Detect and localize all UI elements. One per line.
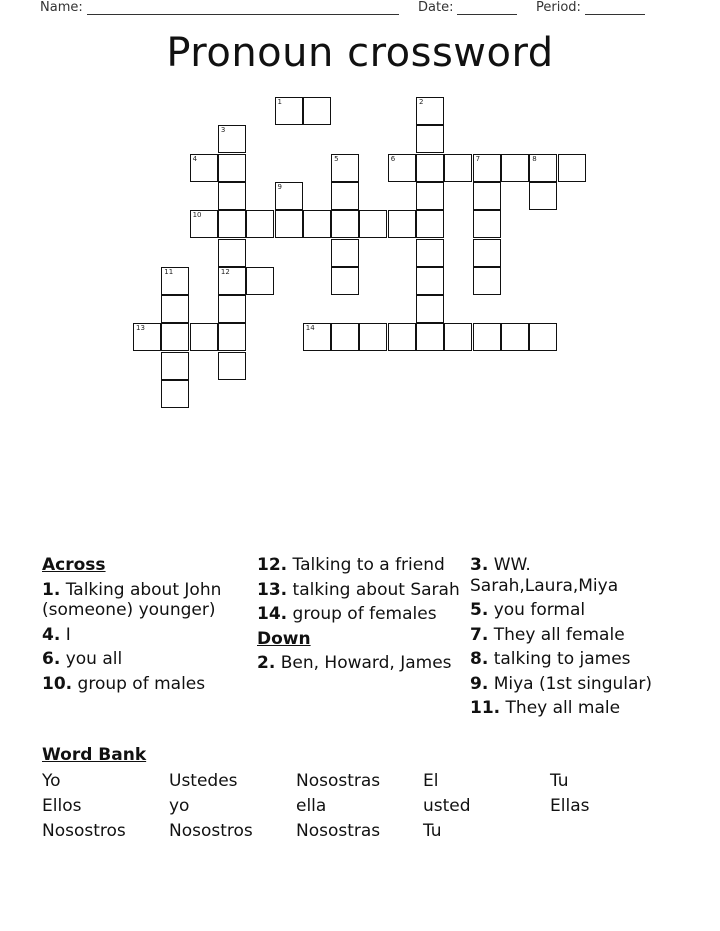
crossword-cell[interactable] bbox=[359, 210, 387, 238]
clue-across-13: 13. talking about Sarah bbox=[257, 579, 460, 600]
page-title: Pronoun crossword bbox=[166, 30, 554, 76]
crossword-cell[interactable] bbox=[388, 323, 416, 351]
crossword-cell[interactable] bbox=[416, 295, 444, 323]
crossword-cell[interactable] bbox=[444, 154, 472, 182]
crossword-cell[interactable] bbox=[331, 267, 359, 295]
crossword-cell[interactable] bbox=[246, 210, 274, 238]
crossword-cell[interactable] bbox=[501, 323, 529, 351]
crossword-cell[interactable] bbox=[218, 295, 246, 323]
clue-number: 1 bbox=[277, 98, 282, 106]
crossword-cell[interactable] bbox=[529, 182, 557, 210]
word-bank-word: ella bbox=[296, 796, 327, 816]
clue-down-5: 5. you formal bbox=[470, 600, 586, 620]
word-bank-word: Nosostras bbox=[296, 771, 381, 791]
word-bank-word: El bbox=[423, 771, 439, 791]
crossword-cell[interactable] bbox=[218, 352, 246, 380]
date-label: Date: bbox=[418, 0, 454, 15]
crossword-grid bbox=[0, 0, 720, 420]
word-bank-heading: Word Bank bbox=[42, 745, 147, 765]
crossword-cell[interactable] bbox=[133, 323, 161, 351]
crossword-cell[interactable] bbox=[161, 295, 189, 323]
crossword-cell[interactable] bbox=[473, 182, 501, 210]
clue-number: 7 bbox=[475, 154, 481, 163]
crossword-cell[interactable] bbox=[303, 323, 331, 351]
crossword-cell[interactable] bbox=[161, 380, 189, 408]
crossword-cell[interactable] bbox=[218, 239, 246, 267]
crossword-cell[interactable] bbox=[529, 323, 557, 351]
crossword-cell[interactable] bbox=[359, 323, 387, 351]
crossword-cell[interactable] bbox=[473, 323, 501, 351]
clue-number: 13 bbox=[136, 324, 145, 333]
crossword-cell[interactable] bbox=[331, 323, 359, 351]
crossword-cell[interactable] bbox=[416, 182, 444, 210]
clue-number: 5 bbox=[334, 154, 339, 163]
crossword-cell[interactable] bbox=[416, 125, 444, 153]
crossword-cell[interactable] bbox=[218, 182, 246, 210]
clue-number: 2 bbox=[419, 98, 424, 106]
crossword-cell[interactable] bbox=[331, 239, 359, 267]
crossword-cell[interactable] bbox=[529, 154, 557, 182]
crossword-cell[interactable] bbox=[388, 210, 416, 238]
clue-down-9: 9. Miya (1st singular) bbox=[470, 673, 653, 694]
word-bank-word: Tu bbox=[550, 771, 569, 791]
crossword-cell[interactable] bbox=[416, 323, 444, 351]
crossword-cell[interactable] bbox=[331, 182, 359, 210]
crossword-cell[interactable] bbox=[416, 154, 444, 182]
word-bank-word: Ustedes bbox=[169, 771, 238, 791]
crossword-cell[interactable] bbox=[218, 125, 246, 153]
crossword-cell[interactable] bbox=[303, 210, 331, 238]
clue-number: 6 bbox=[390, 154, 396, 163]
crossword-cell[interactable] bbox=[161, 352, 189, 380]
crossword-cell[interactable] bbox=[303, 97, 331, 125]
clue-number: 14 bbox=[305, 324, 315, 333]
crossword-cell[interactable] bbox=[218, 154, 246, 182]
crossword-cell[interactable] bbox=[473, 267, 501, 295]
clue-number: 12 bbox=[220, 267, 230, 276]
clue-across-1: 1. Talking about John (someone) younger) bbox=[42, 579, 222, 620]
crossword-cell[interactable] bbox=[246, 267, 274, 295]
crossword-cell[interactable] bbox=[190, 323, 218, 351]
crossword-cell[interactable] bbox=[473, 154, 501, 182]
crossword-cell[interactable] bbox=[218, 267, 246, 295]
name-label: Name: bbox=[40, 0, 83, 15]
word-bank-word: Yo bbox=[42, 771, 61, 791]
crossword-cell[interactable] bbox=[473, 239, 501, 267]
crossword-cell[interactable] bbox=[501, 154, 529, 182]
clue-across-10: 10. group of males bbox=[42, 673, 206, 694]
clue-number: 11 bbox=[164, 267, 174, 276]
crossword-cell[interactable] bbox=[190, 210, 218, 238]
word-bank-word: Nosostros bbox=[42, 821, 126, 841]
clue-across-6: 6. you all bbox=[42, 649, 123, 669]
crossword-cell[interactable] bbox=[416, 210, 444, 238]
crossword-cell[interactable] bbox=[161, 323, 189, 351]
period-label: Period: bbox=[536, 0, 581, 15]
word-bank-word: usted bbox=[423, 796, 471, 816]
clue-across-14: 14. group of females bbox=[257, 604, 437, 624]
clue-number: 8 bbox=[532, 154, 537, 163]
crossword-cell[interactable] bbox=[331, 210, 359, 238]
word-bank-word: Ellas bbox=[550, 796, 590, 816]
crossword-cell[interactable] bbox=[275, 210, 303, 238]
word-bank-word: Nosostros bbox=[169, 821, 253, 841]
crossword-cell[interactable] bbox=[444, 323, 472, 351]
clues-column-2 bbox=[257, 555, 462, 678]
crossword-cell[interactable] bbox=[218, 323, 246, 351]
across-heading: Across bbox=[42, 555, 106, 575]
clue-number: 3 bbox=[220, 126, 226, 135]
crossword-cell[interactable] bbox=[331, 154, 359, 182]
crossword-cell[interactable] bbox=[190, 154, 218, 182]
word-bank-word: Nosostras bbox=[296, 821, 381, 841]
clue-down-3: 3. WW. Sarah,Laura,Miya bbox=[470, 555, 619, 596]
clue-down-11: 11. They all male bbox=[470, 698, 621, 718]
crossword-cell[interactable] bbox=[416, 239, 444, 267]
clue-number: 10 bbox=[192, 211, 202, 220]
crossword-cell[interactable] bbox=[416, 267, 444, 295]
clue-number: 9 bbox=[277, 182, 282, 191]
clue-down-7: 7. They all female bbox=[470, 624, 625, 645]
clue-across-12: 12. Talking to a friend bbox=[257, 555, 445, 575]
crossword-cell[interactable] bbox=[161, 267, 189, 295]
crossword-cell[interactable] bbox=[218, 210, 246, 238]
crossword-cell[interactable] bbox=[558, 154, 586, 182]
clue-down-2: 2. Ben, Howard, James bbox=[257, 653, 452, 673]
clue-across-4: 4. I bbox=[42, 624, 71, 645]
down-heading: Down bbox=[257, 628, 311, 649]
clue-number: 4 bbox=[192, 154, 198, 163]
crossword-cell[interactable] bbox=[473, 210, 501, 238]
crossword-cell[interactable] bbox=[416, 97, 444, 125]
word-bank-word: Tu bbox=[423, 821, 442, 841]
word-bank-word: Ellos bbox=[42, 796, 82, 816]
word-bank-word: yo bbox=[169, 796, 190, 816]
clue-down-8: 8. talking to james bbox=[470, 649, 631, 669]
clues-column-3 bbox=[470, 555, 670, 723]
crossword-cell[interactable] bbox=[388, 154, 416, 182]
clues-column-1 bbox=[42, 555, 247, 698]
crossword-cell[interactable] bbox=[275, 97, 303, 125]
crossword-cell[interactable] bbox=[275, 182, 303, 210]
